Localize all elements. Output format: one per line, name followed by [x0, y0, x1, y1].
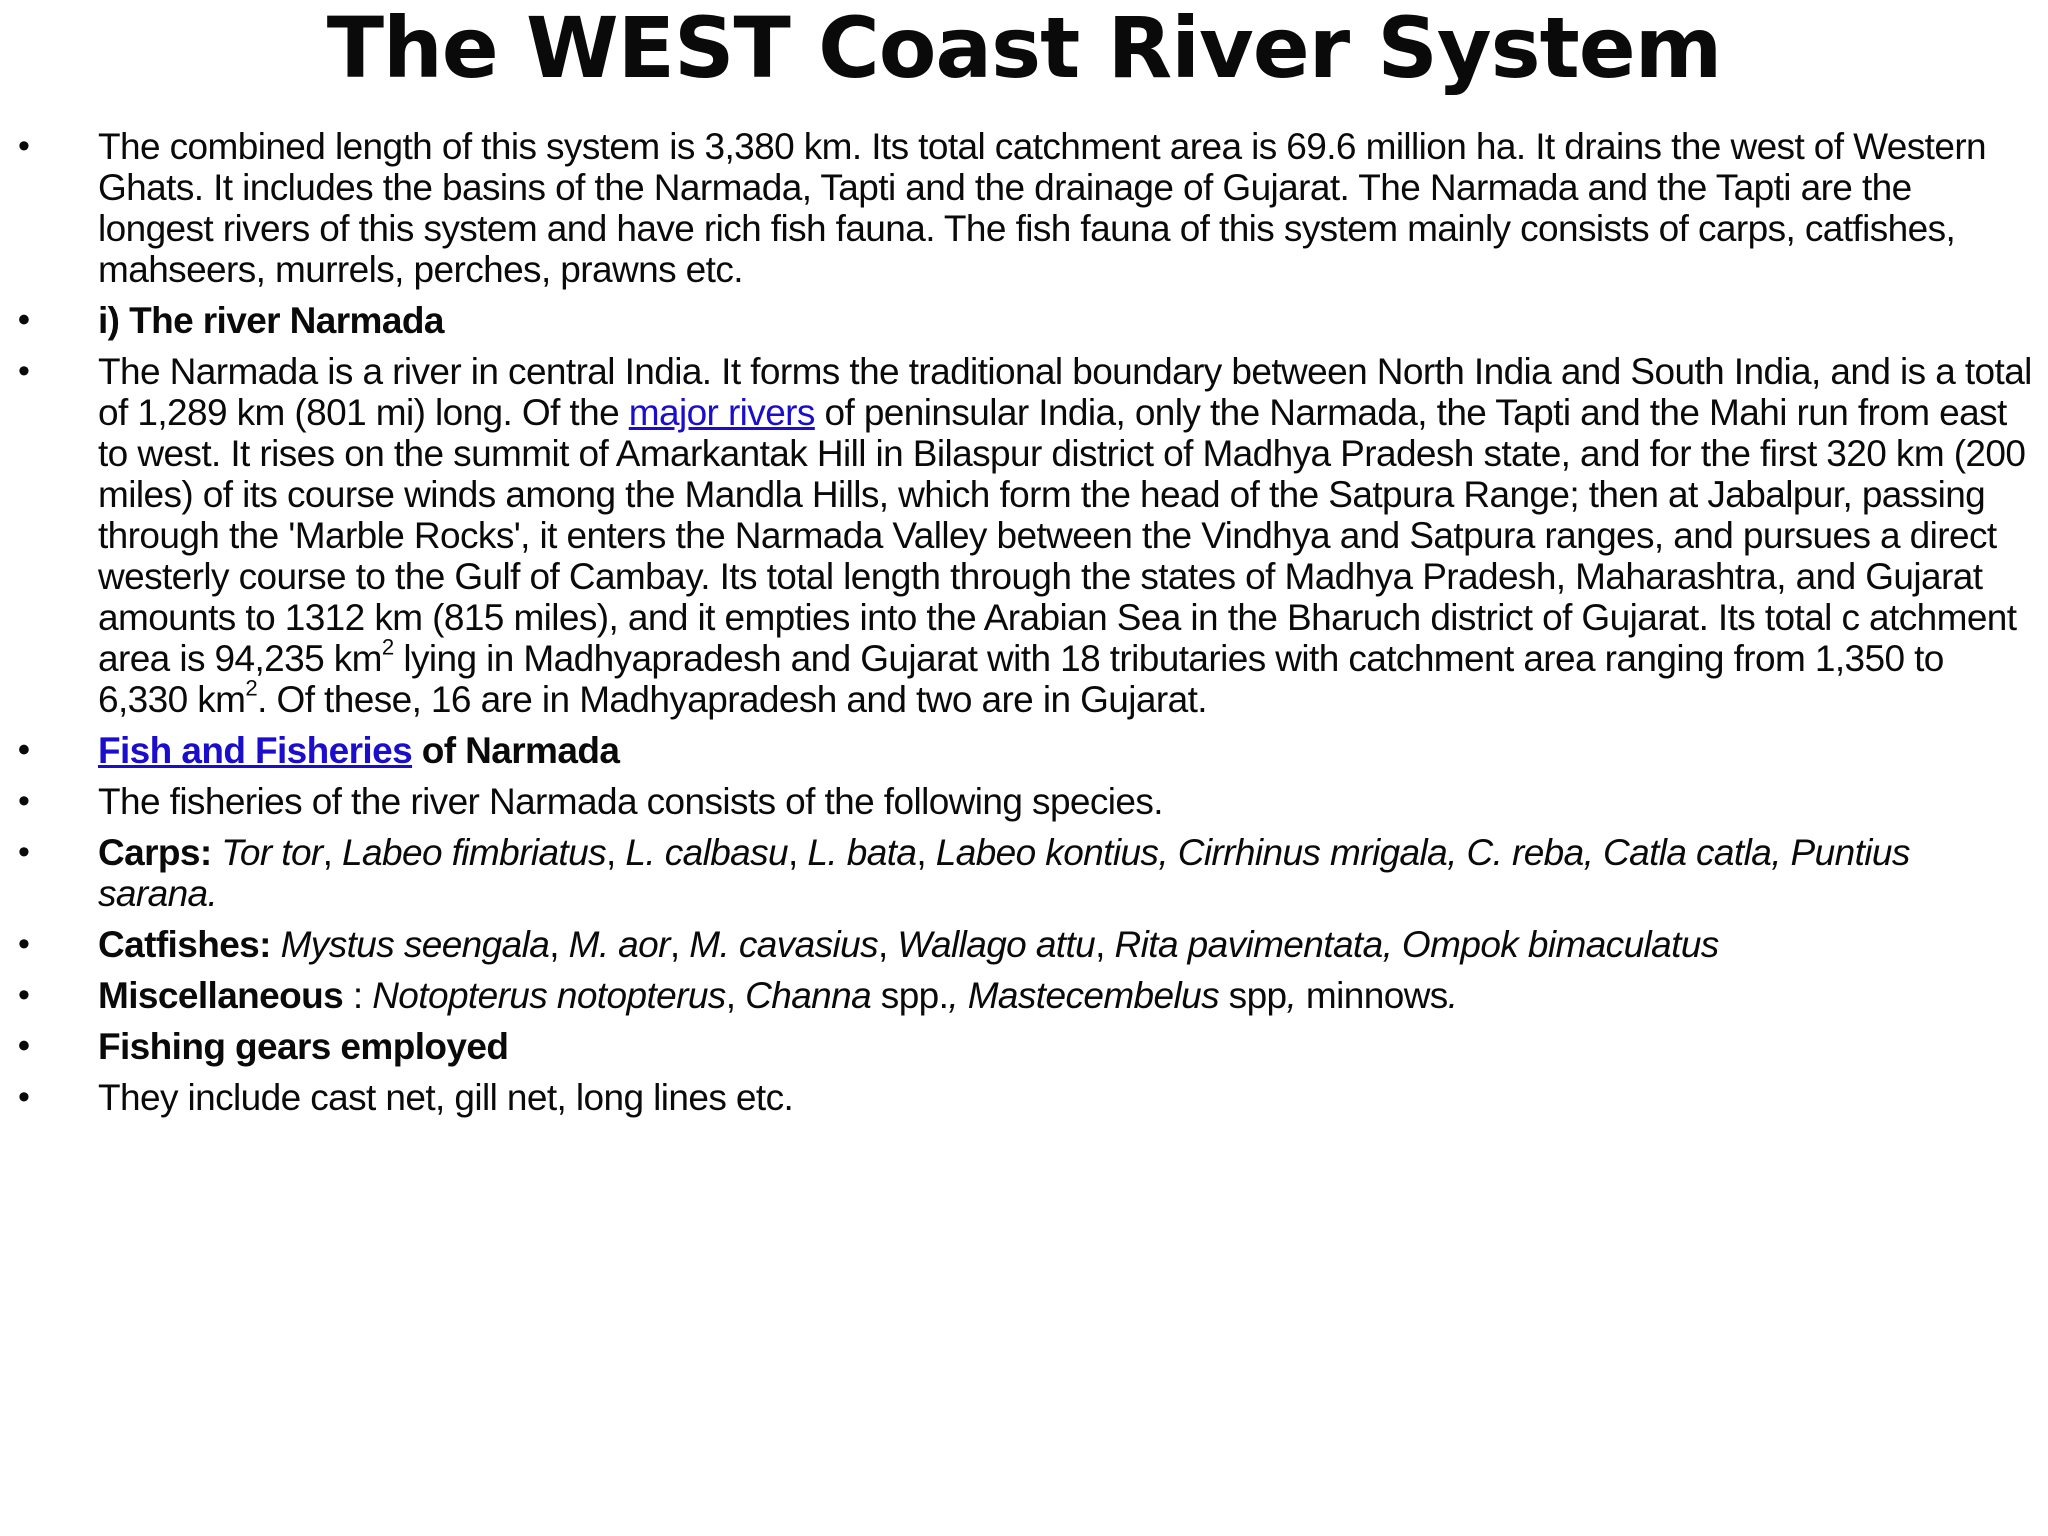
separator: ,: [605, 832, 626, 873]
overview-text: The combined length of this system is 3,380 km. Its total catchment area is 69.6 million ha. It drains the west of Western Ghats. It includes the basins of the Narmada, Tapti and the drainage of Gujarat. The Narmada and the Tapti are the longest rivers of this system and have rich fish fauna. The fish fauna of this system mainly consists of carps, catfishes, mahseers, murrels, perches, prawns etc.: [98, 126, 1987, 290]
narmada-text-part2: of peninsular India, only the Narmada, the Tapti and the Mahi run from east to west. It rises on the summit of Amarkantak Hill in Bilaspur district of Madhya Pradesh state, and for the first 320 km (200 miles) of its course winds among the Mandla Hills, which form the head of the Satpura Range; then at Jabalpur, passing through the 'Marble Rocks', it enters the Narmada Valley between the Vindhya and Satpura ranges, and pursues a direct westerly course to the Gulf of Cambay. Its total length through the states of Madhya Pradesh, Maharashtra, and Gujarat amounts to 1312 km (815 miles), and it empties into the Arabian Sea in the Bharuch district of Gujarat. Its total c atchment area is 94,235 km: [98, 392, 2026, 679]
misc-species: Notopterus notopterus: [372, 975, 726, 1016]
misc-species: , Mastecembelus: [948, 975, 1219, 1016]
slide-title: The WEST Coast River System: [326, 0, 1722, 97]
narmada-text-part1: The Narmada is a river in central India. It forms the traditional boundary between North India and South India, and is a total of 1,289 km (801 mi) long. Of the: [98, 351, 2032, 433]
carps-species: Labeo kontius, Cirrhinus mrigala, C. reba, Catla catla, Puntius sarana.: [98, 832, 1910, 914]
miscellaneous-label: Miscellaneous: [98, 975, 344, 1016]
separator: ,: [916, 832, 936, 873]
separator: ,: [788, 832, 808, 873]
major-rivers-link[interactable]: major rivers: [628, 392, 815, 433]
separator: ,: [1095, 924, 1115, 965]
carps-label: Carps:: [98, 832, 212, 873]
bullet-fish-fisheries-heading: [0, 730, 2040, 771]
misc-text: spp: [1219, 975, 1287, 1016]
bullet-narmada-description: [0, 351, 2040, 720]
catfishes-label: Catfishes:: [98, 924, 271, 965]
misc-text: minnows: [1296, 975, 1448, 1016]
bullet-miscellaneous: [0, 975, 2040, 1016]
fishing-gears-heading-text: Fishing gears employed: [98, 1026, 509, 1067]
narmada-text-part4: . Of these, 16 are in Madhyapradesh and two are in Gujarat.: [257, 679, 1207, 720]
misc-species: Channa: [745, 975, 872, 1016]
misc-species: .: [1447, 975, 1458, 1016]
catfish-species: Wallago attu: [897, 924, 1096, 965]
narmada-text-part3: lying in Madhyapradesh and Gujarat with 18 tributaries with catchment area ranging from 1,350 to 6,330 km: [98, 638, 1944, 720]
separator: ,: [877, 924, 898, 965]
bullet-fishing-gears: [0, 1077, 2040, 1118]
separator: :: [343, 975, 373, 1016]
carps-species: L. bata: [807, 832, 917, 873]
catfish-species: Rita pavimentata, Ompok bimaculatus: [1114, 924, 1719, 965]
separator: ,: [322, 832, 343, 873]
fisheries-intro-text: The fisheries of the river Narmada consists of the following species.: [98, 781, 1163, 822]
superscript-2: 2: [245, 675, 258, 701]
bullet-catfishes: [0, 924, 2040, 965]
misc-text: spp.: [871, 975, 949, 1016]
bullet-overview: [0, 126, 2040, 290]
catfish-species: M. aor: [568, 924, 670, 965]
bullet-narmada-heading: [0, 300, 2040, 341]
fish-fisheries-heading-rest: of Narmada: [412, 730, 620, 771]
superscript-2: 2: [381, 634, 394, 660]
bullet-carps: [0, 832, 2040, 914]
bullet-fisheries-intro: [0, 781, 2040, 822]
bullet-list: [0, 126, 2040, 1128]
carps-species: Labeo fimbriatus: [342, 832, 606, 873]
separator: ,: [725, 975, 746, 1016]
fishing-gears-text: They include cast net, gill net, long lines etc.: [98, 1077, 794, 1118]
separator: ,: [669, 924, 690, 965]
narmada-heading-text: i) The river Narmada: [98, 300, 444, 341]
carps-species: L. calbasu: [625, 832, 789, 873]
separator: ,: [549, 924, 569, 965]
bullet-fishing-gears-heading: [0, 1026, 2040, 1067]
catfish-species: Mystus seengala: [270, 924, 550, 965]
catfish-species: M. cavasius: [689, 924, 878, 965]
misc-species: ,: [1286, 975, 1297, 1016]
fish-and-fisheries-link[interactable]: Fish and Fisheries: [98, 730, 413, 771]
carps-species: Tor tor: [211, 832, 323, 873]
